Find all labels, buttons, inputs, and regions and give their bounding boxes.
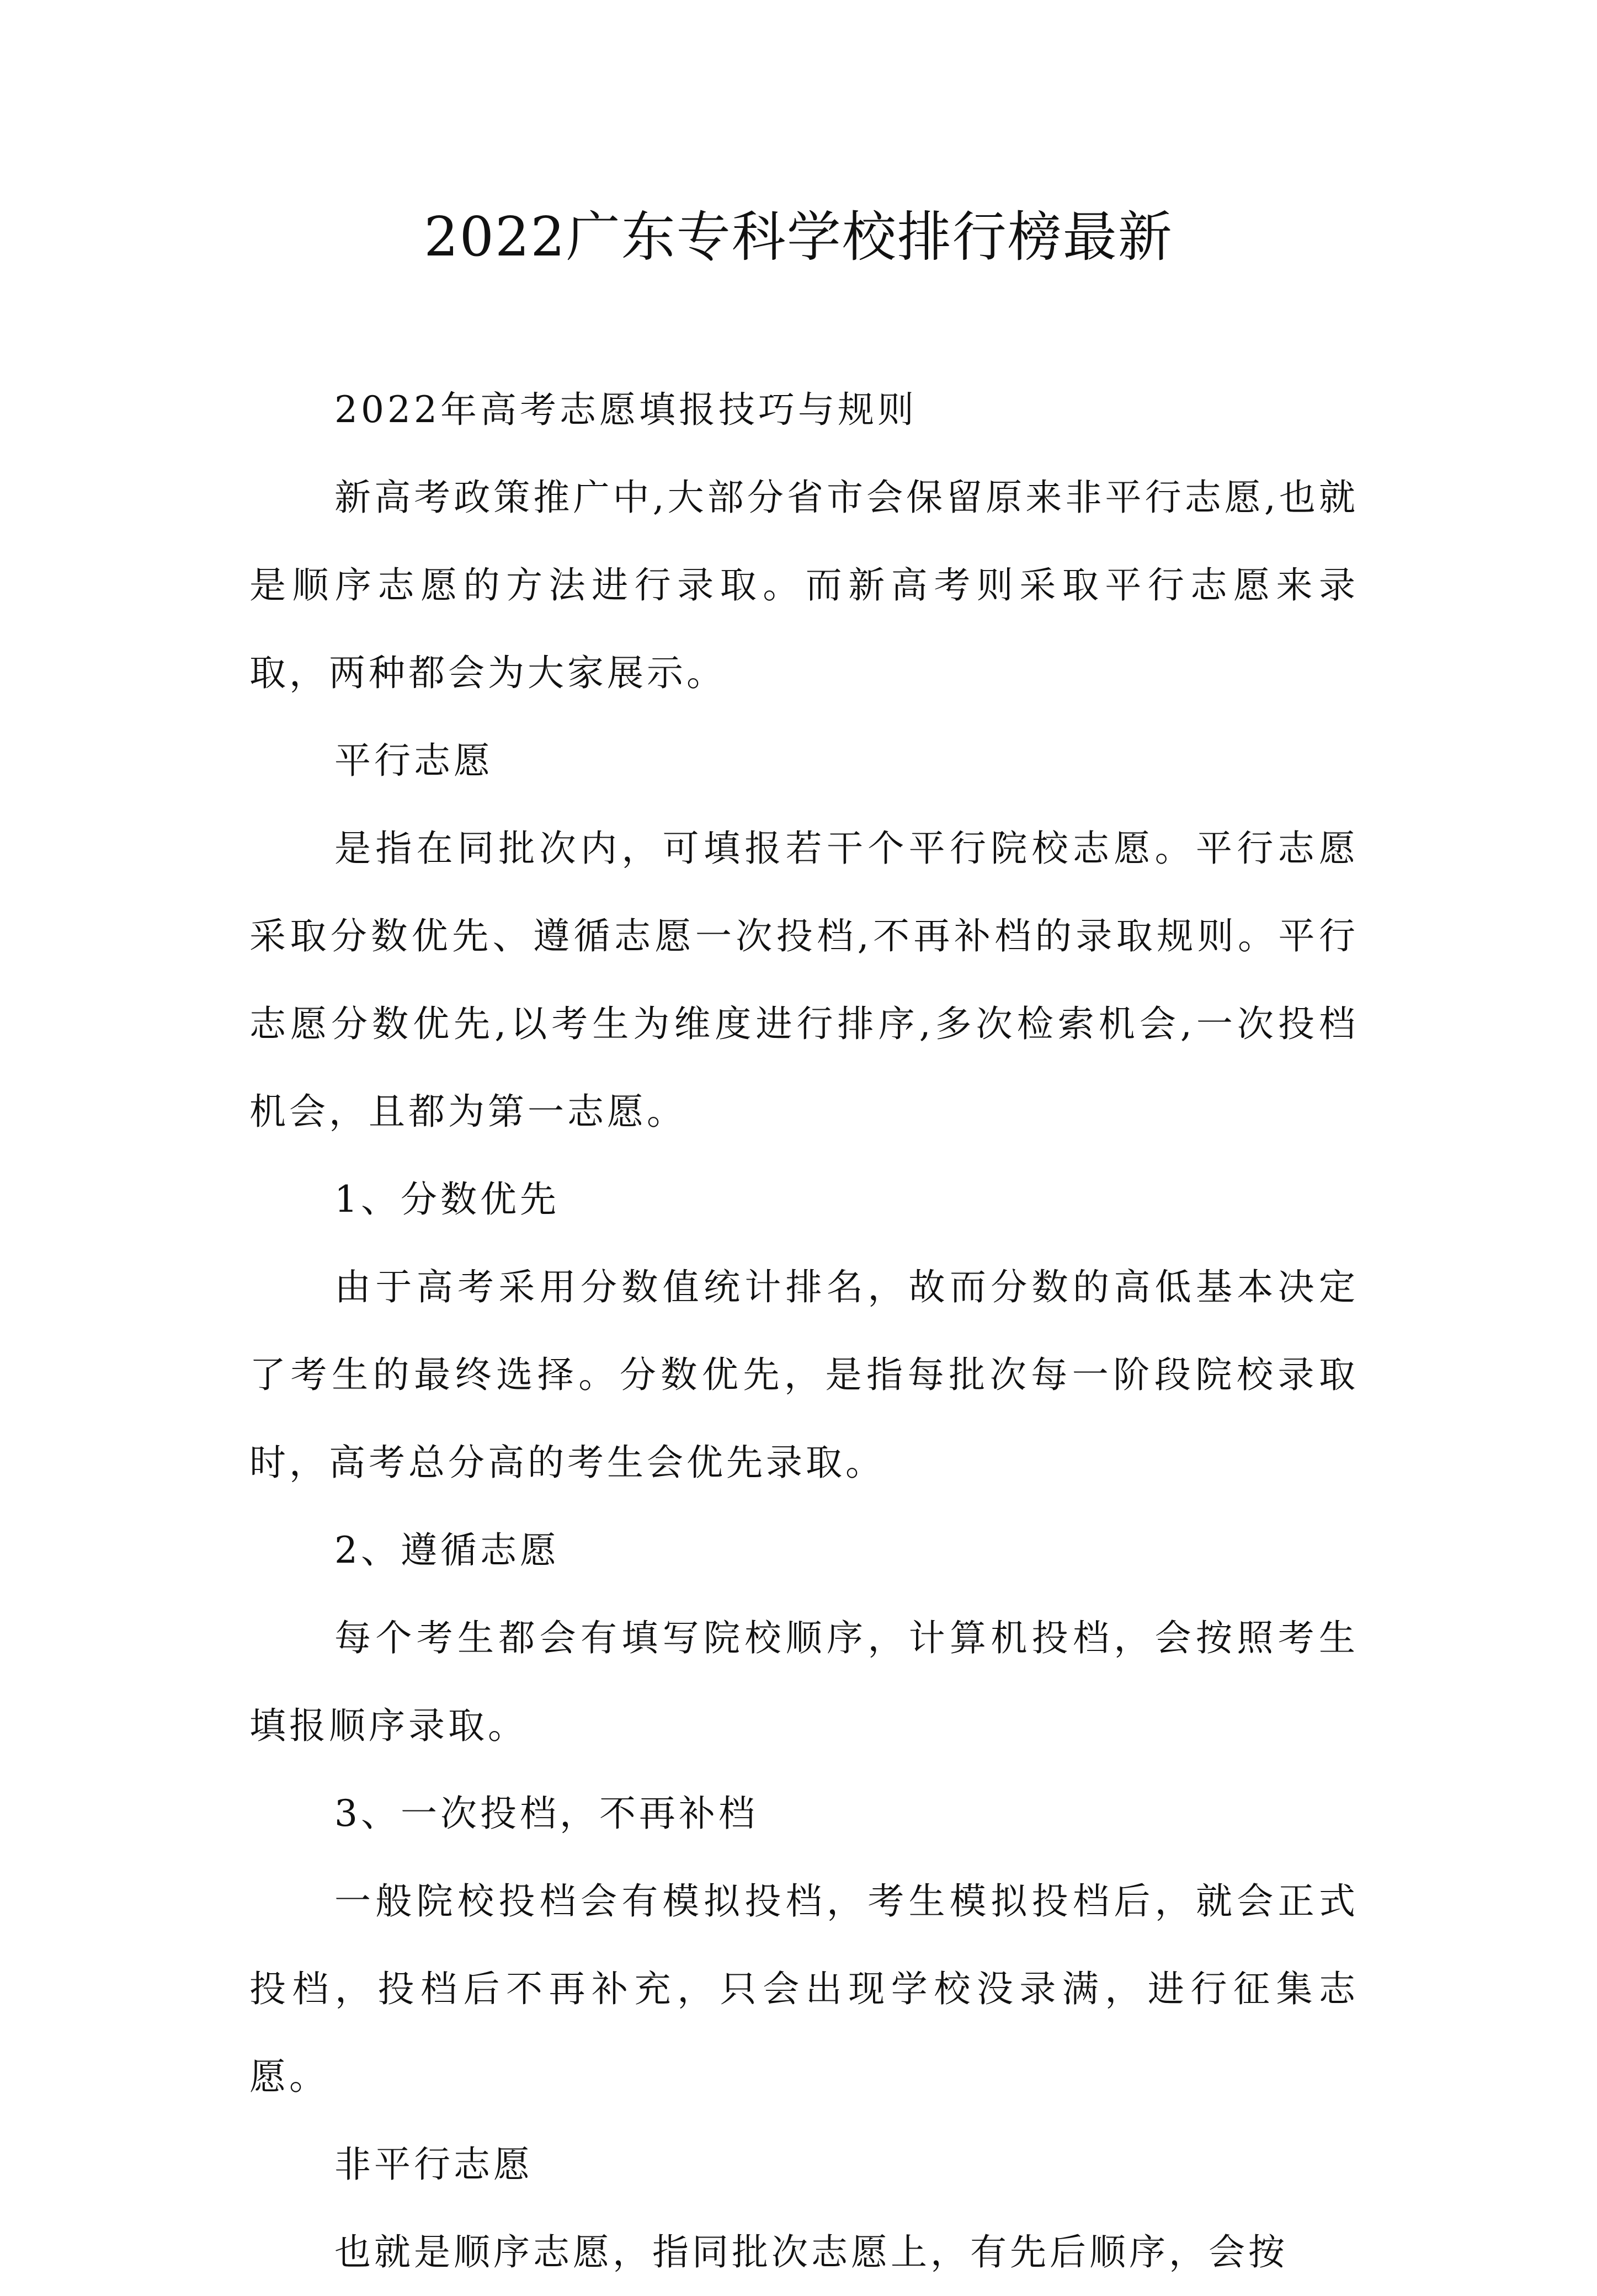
paragraph: 也就是顺序志愿，指同批次志愿上，有先后顺序，会按 bbox=[334, 2231, 1288, 2273]
paragraph: 由于高考采用分数值统计排名，故而分数的高低基本决定了考生的最终选择。分数优先，是指每批次每一阶段院校录取时，高考总分高的考生会优先录取。 bbox=[249, 1266, 1359, 1484]
paragraph: 新高考政策推广中,大部分省市会保留原来非平行志愿,也就是顺序志愿的方法进行录取。而新高考则采取平行志愿来录取，两种都会为大家展示。 bbox=[249, 476, 1359, 694]
paragraph: 是指在同批次内，可填报若干个平行院校志愿。平行志愿采取分数优先、遵循志愿一次投档,不再补档的录取规则。平行志愿分数优先,以考生为维度进行排序,多次检索机会,一次投档机会，且都为第一志愿。 bbox=[249, 827, 1359, 1133]
document-body bbox=[249, 366, 1359, 2296]
paragraph-heading-follow-preference: 2、遵循志愿 bbox=[334, 1529, 560, 1571]
paragraph-heading-parallel: 平行志愿 bbox=[334, 739, 493, 782]
paragraph: 每个考生都会有填写院校顺序，计算机投档，会按照考生填报顺序录取。 bbox=[249, 1617, 1359, 1747]
paragraph-heading-score-first: 1、分数优先 bbox=[334, 1178, 560, 1221]
paragraph-heading-intro: 2022年高考志愿填报技巧与规则 bbox=[334, 388, 917, 431]
paragraph-heading-single-submission: 3、一次投档，不再补档 bbox=[334, 1792, 758, 1835]
paragraph-heading-non-parallel: 非平行志愿 bbox=[334, 2143, 533, 2186]
paragraph: 一般院校投档会有模拟投档，考生模拟投档后，就会正式投档，投档后不再补充，只会出现学校没录满，进行征集志愿。 bbox=[249, 1880, 1359, 2098]
document-title: 2022广东专科学校排行榜最新 bbox=[424, 206, 1173, 269]
